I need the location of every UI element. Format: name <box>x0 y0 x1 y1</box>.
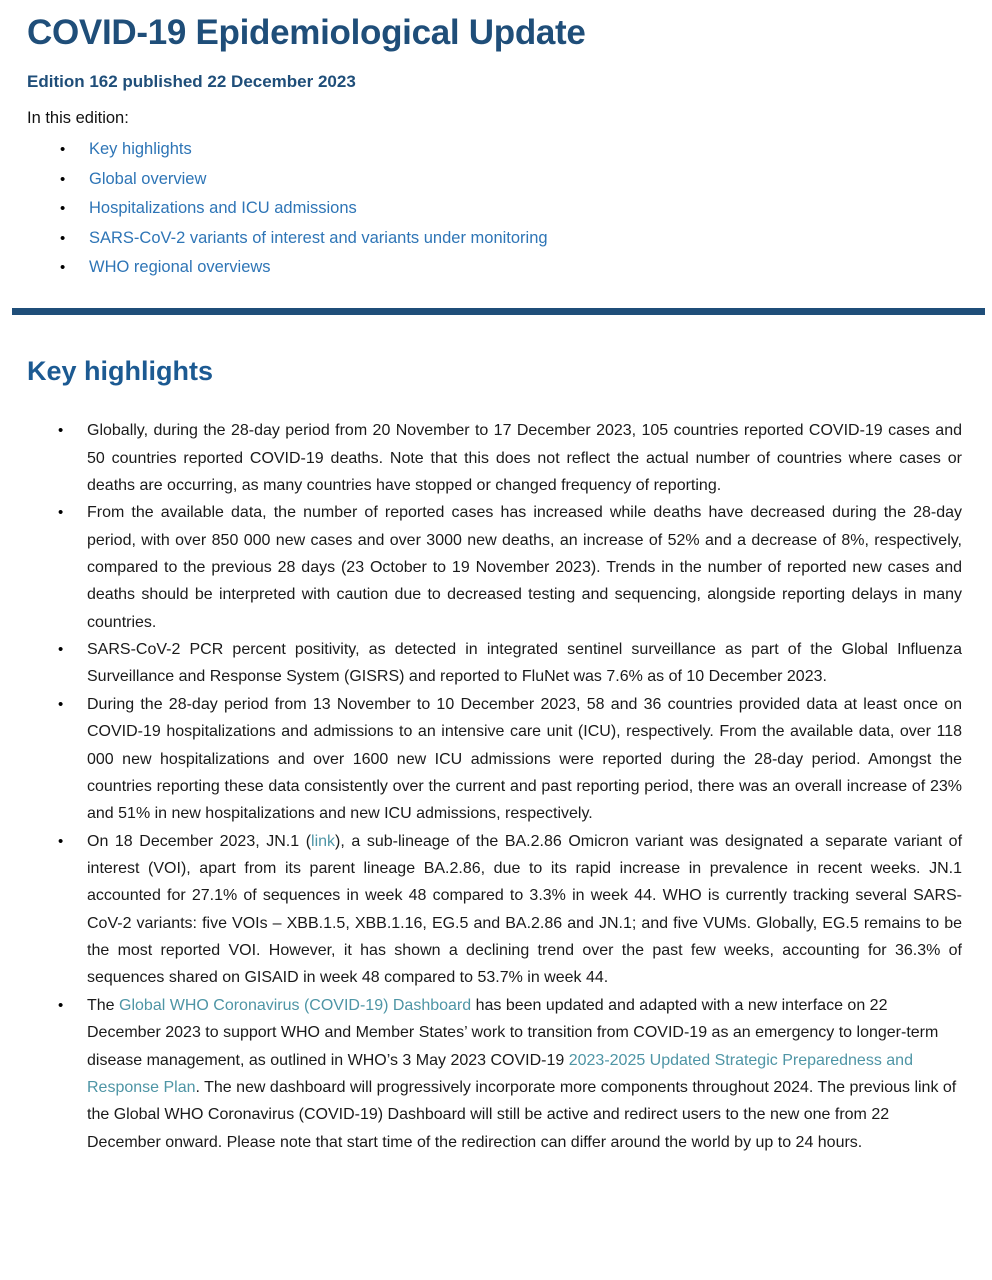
bullet-icon: • <box>58 422 64 440</box>
key-highlights-list <box>27 417 962 1156</box>
bullet-text <box>87 417 962 499</box>
section-divider <box>12 308 985 315</box>
bullet-text <box>87 499 962 636</box>
toc-list <box>27 140 962 277</box>
bullet-icon: • <box>60 259 66 277</box>
bullet-icon: • <box>58 504 64 522</box>
text-segment: ), a sub-lineage of the BA.2.86 Omicron variant was designated a separate variant of interest (VOI), apart from its parent lineage BA.2.86, due to its rapid increase in prevalence in recent weeks. JN.1 accounted for 27.1% of sequences in week 48 compared to 3.3% in week 44. WHO is currently tracking several SARS-CoV-2 variants: five VOIs – XBB.1.5, XBB.1.16, EG.5 and BA.2.86 and JN.1; and five VUMs. Globally, EG.5 remains to be the most reported VOI. However, it has shown a declining trend over the past few weeks, accounting for 36.3% of sequences shared on GISAID in week 48 compared to 53.7% in week 44. <box>87 832 963 987</box>
bullet-icon: • <box>60 229 66 247</box>
text-segment: The <box>87 996 120 1014</box>
bullet-text <box>87 828 962 992</box>
toc-link-who-regional-overviews[interactable]: WHO regional overviews <box>89 258 271 277</box>
highlight-bullet <box>58 417 962 499</box>
toc-link-key-highlights[interactable]: Key highlights <box>89 140 192 159</box>
highlight-bullet <box>58 499 962 636</box>
bullet-icon: • <box>58 996 64 1014</box>
jn1-link[interactable]: link <box>311 832 336 850</box>
toc-link-hospitalizations-and-icu-admissions[interactable]: Hospitalizations and ICU admissions <box>89 199 357 218</box>
toc-item <box>60 258 962 277</box>
text-segment: has been updated and adapted with a new interface on 22 December 2023 to support WHO and Member States’ work to transition from COVID-19 as an emergency to longer-term disease management, as outlined in WHO’s 3 May 2023 COVID-19 <box>87 996 939 1069</box>
text-segment: Globally, during the 28-day period from 20 November to 17 December 2023, 105 countries reported COVID-19 cases and 50 countries reported COVID-19 deaths. Note that this does not reflect the actual number of countries where cases or deaths are occurring, as many countries have stopped or changed frequency of reporting. <box>87 422 962 494</box>
bullet-icon: • <box>60 200 66 218</box>
highlight-bullet <box>58 691 962 828</box>
section-heading: Key highlights <box>27 356 214 387</box>
sprp-plan-link[interactable]: 2023-2025 Updated Strategic Preparedness and Response Plan <box>87 1051 913 1096</box>
toc-link-sars-cov-2-variants-of-interest-and-variants-under-monitoring[interactable]: SARS-CoV-2 variants of interest and variants under monitoring <box>89 228 548 247</box>
bullet-icon: • <box>58 641 64 659</box>
toc-link-global-overview[interactable]: Global overview <box>89 169 207 188</box>
bullet-text <box>87 636 962 691</box>
bullet-text <box>87 691 962 828</box>
text-segment: From the available data, the number of reported cases has increased while deaths have decreased during the 28-day period, with over 850 000 new cases and over 3000 new deaths, an increase of 52% and a decrease of 8%, respectively, compared to the previous 28 days (23 October to 19 November 2023). Trends in the number of reported new cases and deaths should be interpreted with caution due to decreased testing and sequencing, alongside reporting delays in many countries. <box>87 504 962 631</box>
bullet-icon: • <box>60 170 66 188</box>
toc-item <box>60 199 962 218</box>
highlight-bullet <box>58 636 962 691</box>
text-segment: SARS-CoV-2 PCR percent positivity, as detected in integrated sentinel surveillance as part of the Global Influenza Surveillance and Response System (GISRS) and reported to FluNet was 7.6% as of 10 December 2023. <box>87 641 962 686</box>
bullet-text <box>87 992 962 1156</box>
edition-line: Edition 162 published 22 December 2023 <box>27 72 356 92</box>
text-segment: During the 28-day period from 13 November to 10 December 2023, 58 and 36 countries provided data at least once on COVID-19 hospitalizations and admissions to an intensive care unit (ICU), respectively. From the available data, over 118 000 new hospitalizations and over 1600 new ICU admissions were reported during the 28-day period. Amongst the countries reporting these data consistently over the current and past reporting period, there was an overall increase of 23% and 51% in new hospitalizations and new ICU admissions, respectively. <box>87 695 962 823</box>
toc-item <box>60 140 962 159</box>
dashboard-link[interactable]: Global WHO Coronavirus (COVID-19) Dashboard <box>119 996 472 1014</box>
highlight-bullet <box>58 992 962 1156</box>
bullet-icon: • <box>60 141 66 159</box>
highlight-bullet <box>58 828 962 992</box>
page-title: COVID-19 Epidemiological Update <box>27 13 586 52</box>
bullet-icon: • <box>58 832 64 850</box>
text-segment: . The new dashboard will progressively incorporate more components throughout 2024. The previous link of the Global WHO Coronavirus (COVID-19) Dashboard will still be active and redirect users to the new one from 22 December onward. Please note that start time of the redirection can differ around the world by up to 24 hours. <box>87 1078 957 1151</box>
toc-item <box>60 229 962 248</box>
bullet-icon: • <box>58 695 64 713</box>
text-segment: On 18 December 2023, JN.1 ( <box>87 832 312 850</box>
toc-item <box>60 170 962 189</box>
toc-intro: In this edition: <box>27 109 129 128</box>
